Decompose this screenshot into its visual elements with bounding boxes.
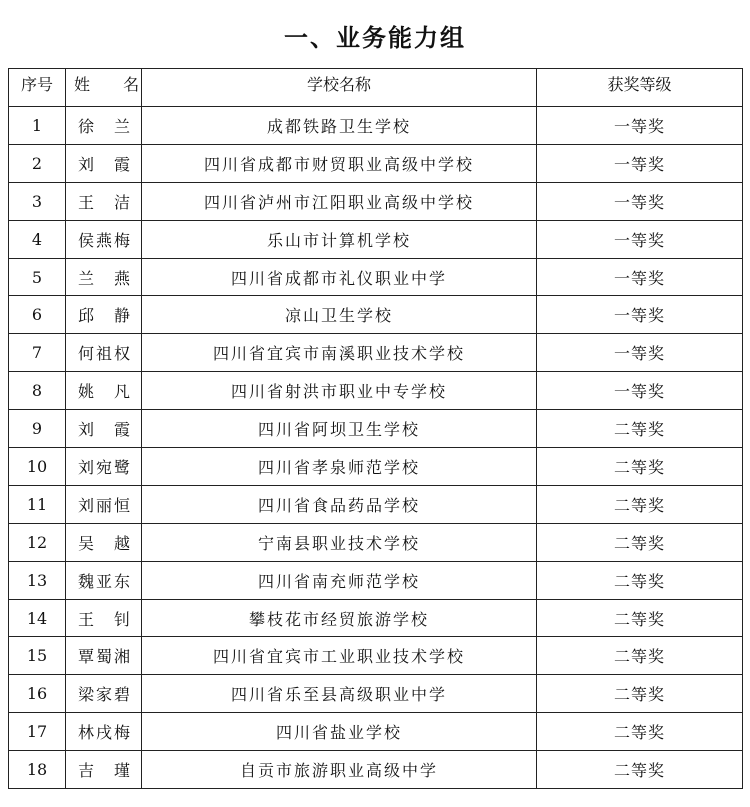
table-row (9, 561, 743, 599)
award-level-cell: 一等奖 (537, 182, 743, 220)
serial-number-cell: 10 (9, 448, 66, 486)
serial-number-cell: 3 (9, 182, 66, 220)
serial-number-cell: 7 (9, 334, 66, 372)
table-body (9, 107, 743, 789)
table-row (9, 182, 743, 220)
award-level-cell: 二等奖 (537, 561, 743, 599)
award-level-cell: 一等奖 (537, 296, 743, 334)
name-cell: 刘丽恒 (66, 485, 142, 523)
name-cell: 侯燕梅 (66, 220, 142, 258)
table-row (9, 296, 743, 334)
serial-number-cell: 15 (9, 637, 66, 675)
serial-number-cell: 6 (9, 296, 66, 334)
award-level-cell: 一等奖 (537, 144, 743, 182)
serial-number-cell: 17 (9, 713, 66, 751)
award-level-cell: 一等奖 (537, 220, 743, 258)
header-award-level: 获奖等级 (537, 69, 743, 107)
table-row (9, 675, 743, 713)
table-row (9, 107, 743, 145)
header-school-name: 学校名称 (142, 69, 537, 107)
school-name-cell: 四川省孝泉师范学校 (142, 448, 537, 486)
school-name-cell: 凉山卫生学校 (142, 296, 537, 334)
name-cell: 邱 静 (66, 296, 142, 334)
school-name-cell: 四川省阿坝卫生学校 (142, 410, 537, 448)
name-cell: 刘 霞 (66, 410, 142, 448)
award-level-cell: 二等奖 (537, 410, 743, 448)
school-name-cell: 四川省射洪市职业中专学校 (142, 372, 537, 410)
table-row (9, 713, 743, 751)
table-row (9, 372, 743, 410)
school-name-cell: 四川省乐至县高级职业中学 (142, 675, 537, 713)
school-name-cell: 攀枝花市经贸旅游学校 (142, 599, 537, 637)
name-cell: 兰 燕 (66, 258, 142, 296)
serial-number-cell: 5 (9, 258, 66, 296)
award-level-cell: 二等奖 (537, 523, 743, 561)
name-cell: 何祖权 (66, 334, 142, 372)
award-level-cell: 二等奖 (537, 637, 743, 675)
table-header (9, 69, 743, 107)
award-level-cell: 一等奖 (537, 258, 743, 296)
serial-number-cell: 2 (9, 144, 66, 182)
name-cell: 徐 兰 (66, 107, 142, 145)
award-level-cell: 一等奖 (537, 334, 743, 372)
school-name-cell: 四川省泸州市江阳职业高级中学校 (142, 182, 537, 220)
table-row (9, 334, 743, 372)
header-name: 姓 名 (66, 69, 142, 107)
serial-number-cell: 18 (9, 751, 66, 789)
table-row (9, 144, 743, 182)
school-name-cell: 四川省食品药品学校 (142, 485, 537, 523)
name-cell: 王 钊 (66, 599, 142, 637)
school-name-cell: 四川省宜宾市工业职业技术学校 (142, 637, 537, 675)
name-cell: 魏亚东 (66, 561, 142, 599)
award-level-cell: 一等奖 (537, 107, 743, 145)
table-row (9, 410, 743, 448)
serial-number-cell: 16 (9, 675, 66, 713)
header-serial-number: 序号 (9, 69, 66, 107)
award-level-cell: 二等奖 (537, 675, 743, 713)
award-level-cell: 一等奖 (537, 372, 743, 410)
school-name-cell: 四川省宜宾市南溪职业技术学校 (142, 334, 537, 372)
awards-table (8, 68, 743, 789)
name-cell: 刘宛鹭 (66, 448, 142, 486)
table-row (9, 599, 743, 637)
school-name-cell: 自贡市旅游职业高级中学 (142, 751, 537, 789)
school-name-cell: 成都铁路卫生学校 (142, 107, 537, 145)
serial-number-cell: 11 (9, 485, 66, 523)
table-row (9, 523, 743, 561)
table-row (9, 258, 743, 296)
serial-number-cell: 1 (9, 107, 66, 145)
school-name-cell: 宁南县职业技术学校 (142, 523, 537, 561)
name-cell: 吴 越 (66, 523, 142, 561)
serial-number-cell: 12 (9, 523, 66, 561)
serial-number-cell: 13 (9, 561, 66, 599)
header-row (9, 69, 743, 107)
name-cell: 刘 霞 (66, 144, 142, 182)
school-name-cell: 四川省成都市礼仪职业中学 (142, 258, 537, 296)
name-cell: 林戌梅 (66, 713, 142, 751)
name-cell: 姚 凡 (66, 372, 142, 410)
award-level-cell: 二等奖 (537, 448, 743, 486)
school-name-cell: 四川省南充师范学校 (142, 561, 537, 599)
school-name-cell: 四川省成都市财贸职业高级中学校 (142, 144, 537, 182)
name-cell: 梁家碧 (66, 675, 142, 713)
serial-number-cell: 9 (9, 410, 66, 448)
page-title: 一、业务能力组 (284, 24, 466, 52)
award-level-cell: 二等奖 (537, 751, 743, 789)
award-level-cell: 二等奖 (537, 599, 743, 637)
award-level-cell: 二等奖 (537, 485, 743, 523)
serial-number-cell: 14 (9, 599, 66, 637)
table-row (9, 220, 743, 258)
name-cell: 王 洁 (66, 182, 142, 220)
table-row (9, 751, 743, 789)
table-row (9, 448, 743, 486)
table-row (9, 637, 743, 675)
table-row (9, 485, 743, 523)
name-cell: 覃蜀湘 (66, 637, 142, 675)
serial-number-cell: 8 (9, 372, 66, 410)
serial-number-cell: 4 (9, 220, 66, 258)
school-name-cell: 四川省盐业学校 (142, 713, 537, 751)
school-name-cell: 乐山市计算机学校 (142, 220, 537, 258)
award-level-cell: 二等奖 (537, 713, 743, 751)
name-cell: 吉 瑾 (66, 751, 142, 789)
